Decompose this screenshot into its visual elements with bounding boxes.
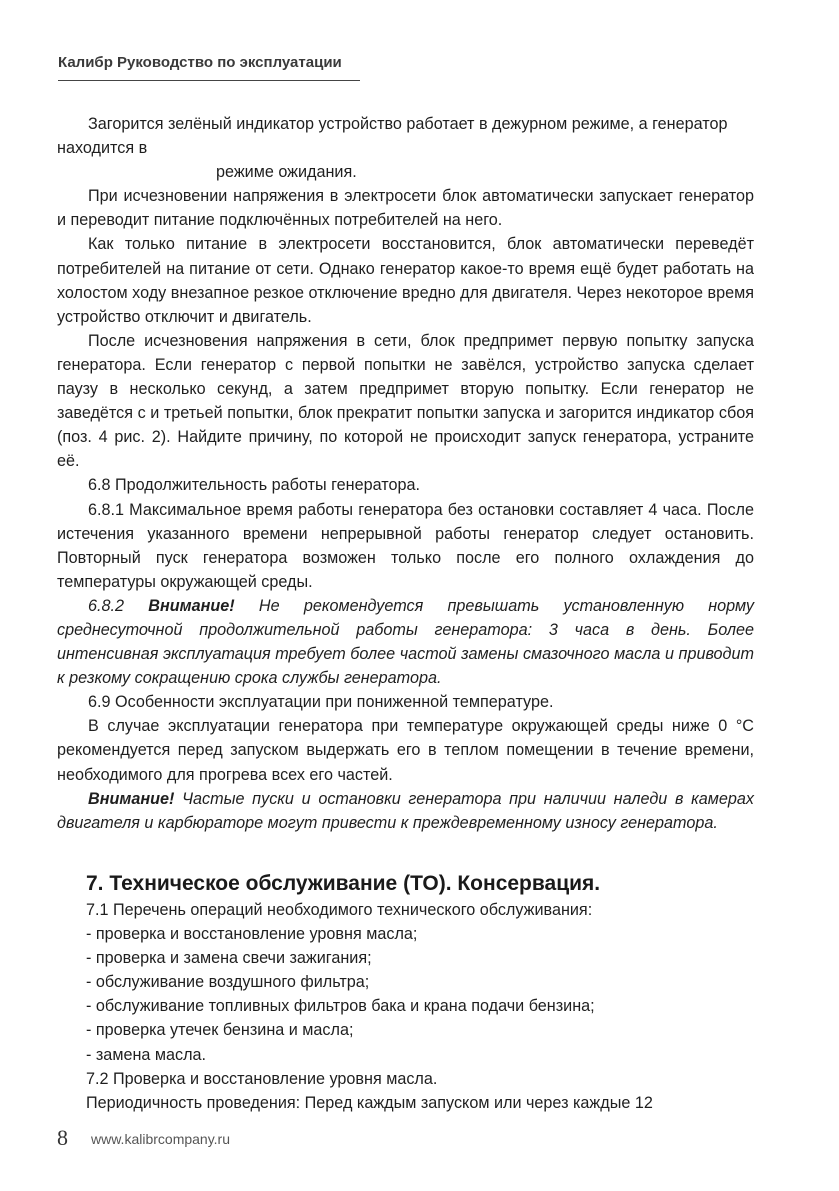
list-item: - обслуживание воздушного фильтра; xyxy=(86,973,370,992)
list-item: - замена масла. xyxy=(86,1045,207,1064)
running-header xyxy=(58,54,360,71)
warning-label: Внимание! xyxy=(148,596,235,615)
section-7 xyxy=(86,872,786,1115)
paragraph-warning-ice xyxy=(57,787,754,835)
paragraph-standby: Загорится зелёный индикатор устройство работает в дежурном режиме, а генератор находится в xyxy=(57,115,728,158)
page-number: 8 xyxy=(57,1125,68,1150)
website-link[interactable]: www.kalibrcompany.ru xyxy=(91,1131,231,1147)
document-title: Калибр Руководство по эксплуатации xyxy=(58,54,342,71)
paragraph-6-8-1: 6.8.1 Максимальное время работы генератора без остановки составляет 4 часа. После истечения указанного времени непрерывной работы генератор следует остановить. Повторный пуск генератора возможен только после его полного охлаждения до температуры окружающей среды. xyxy=(57,500,754,591)
list-item: - обслуживание топливных фильтров бака и крана подачи бензина; xyxy=(86,997,595,1016)
subsection-7-2: 7.2 Проверка и восстановление уровня масла. xyxy=(86,1069,438,1088)
paragraph-start-attempts: После исчезновения напряжения в сети, блок предпримет первую попытку запуска генератора. Если генератор с первой попытки не завёлся, устройство запуска сделает паузу в несколько секунд, а затем предпримет вторую попытку. Если генератор не заведётся с и третьей попытки, блок прекратит попытки запуска и загорится индикатор сбоя (поз. 4 рис. 2). Найдите причину, по которой не происходит запуск генератора, устраните её. xyxy=(57,331,754,471)
subsection-6-8-heading: 6.8 Продолжительность работы генератора. xyxy=(88,476,420,495)
list-item: - проверка и замена свечи зажигания; xyxy=(86,949,372,968)
paragraph-power-restore: Как только питание в электросети восстановится, блок автоматически переведёт потребителей на питание от сети. Однако генератор какое-то время ещё будет работать на холостом ходу внезапное резкое отключение вредно для двигателя. Через некоторое время устройство отключит и двигатель. xyxy=(57,235,754,326)
paragraph-standby-cont: режиме ожидания. xyxy=(216,163,357,182)
warning-text: Частые пуски и остановки генератора при наличии наледи в камерах двигателя и карбюраторе могут привести к преждевременному износу генератора. xyxy=(57,789,754,832)
paragraph-power-loss: При исчезновении напряжения в электросети блок автоматически запускает генератор и переводит питание подключённых потребителей на него. xyxy=(57,187,754,230)
header-divider xyxy=(58,80,360,81)
section-7-heading: 7. Техническое обслуживание (ТО). Консервация. xyxy=(86,872,601,895)
paragraph-periodicity: Периодичность проведения: Перед каждым запуском или через каждые 12 xyxy=(86,1093,653,1112)
paragraph-number: 6.8.2 xyxy=(88,596,149,615)
paragraph-6-8-2 xyxy=(57,594,754,690)
subsection-7-1: 7.1 Перечень операций необходимого технического обслуживания: xyxy=(86,901,593,919)
warning-label: Внимание! xyxy=(88,789,175,808)
list-item: - проверка и восстановление уровня масла; xyxy=(86,925,418,944)
paragraph-6-9: В случае эксплуатации генератора при температуре окружающей среды ниже 0 °C рекомендуется перед запуском выдержать его в теплом помещении в течение времени, необходимого для прогрева всех его частей. xyxy=(57,717,754,784)
subsection-6-9-heading: 6.9 Особенности эксплуатации при пониженной температуре. xyxy=(88,693,554,712)
warning-text: Не рекомендуется превышать установленную норму среднесуточной продолжительной работы генератора: 3 часа в день. Более интенсивная эксплуатация требует более частой замены смазочного масла и приводит к резкому сокращению срока службы генератора. xyxy=(57,596,754,688)
list-item: - проверка утечек бензина и масла; xyxy=(86,1021,354,1040)
body-text xyxy=(57,112,754,835)
